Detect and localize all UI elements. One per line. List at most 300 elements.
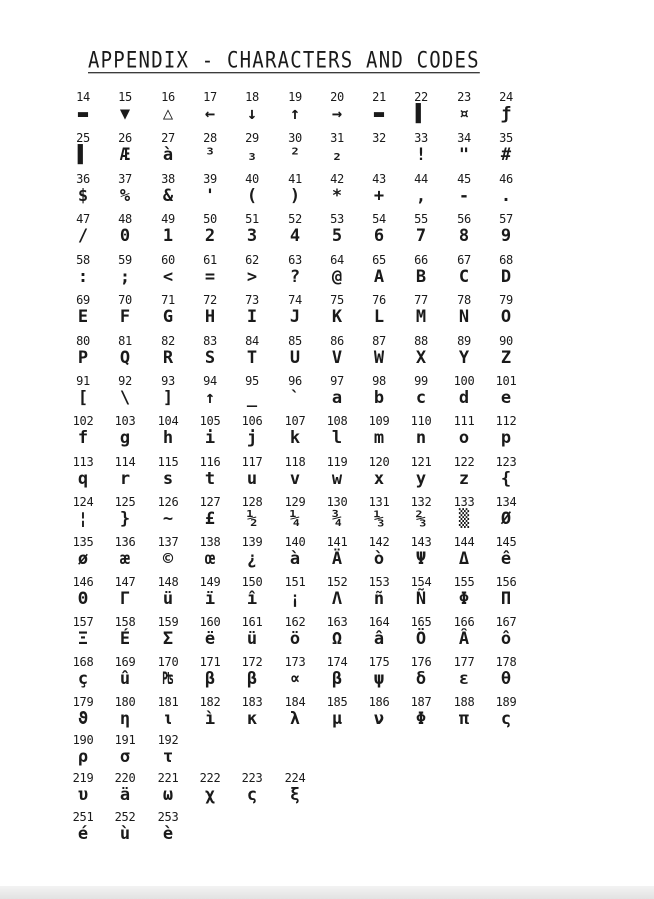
character-glyph: 0 [119, 226, 131, 246]
character-code: 43 [372, 172, 386, 186]
character-glyph: M [415, 307, 427, 327]
character-code: 220 [114, 771, 136, 785]
character-glyph: ⅔ [415, 509, 427, 529]
character-cell [400, 575, 442, 615]
character-cell [358, 655, 400, 695]
character-cell [62, 535, 104, 575]
character-code: 109 [368, 414, 390, 428]
character-code: 83 [203, 334, 217, 348]
character-glyph: 7 [415, 226, 427, 246]
character-cell [358, 212, 400, 252]
character-code: 79 [499, 293, 513, 307]
character-glyph: % [119, 186, 131, 206]
character-glyph: F [119, 307, 131, 327]
character-cell [104, 495, 146, 535]
character-code: 74 [288, 293, 302, 307]
character-glyph: = [204, 267, 216, 287]
character-code: 15 [118, 90, 132, 104]
character-code: 98 [372, 374, 386, 388]
character-glyph: l [331, 428, 343, 448]
character-glyph: υ [77, 785, 89, 805]
character-glyph: æ [119, 549, 131, 569]
character-glyph: ¡ [289, 589, 301, 609]
character-cell [358, 575, 400, 615]
character-cell [316, 655, 358, 695]
character-cell [316, 253, 358, 293]
character-code: 112 [495, 414, 517, 428]
character-glyph: ξ [289, 785, 301, 805]
character-code: 223 [241, 771, 263, 785]
character-code: 113 [72, 455, 94, 469]
character-code: 186 [368, 695, 390, 709]
character-cell [358, 414, 400, 454]
character-cell [62, 90, 104, 130]
character-code: 19 [288, 90, 302, 104]
character-code: 105 [199, 414, 221, 428]
character-code: 155 [453, 575, 475, 589]
character-cell [485, 172, 527, 212]
character-glyph: ε [458, 669, 470, 689]
character-cell [358, 131, 400, 171]
character-code: 66 [414, 253, 428, 267]
character-code: 172 [241, 655, 263, 669]
character-glyph: κ [246, 709, 258, 729]
character-cell [443, 495, 485, 535]
character-glyph: Θ [77, 589, 89, 609]
character-glyph: ¤ [458, 104, 470, 124]
character-glyph: û [119, 669, 131, 689]
character-code: 170 [157, 655, 179, 669]
character-code: 70 [118, 293, 132, 307]
character-code: 253 [157, 810, 179, 824]
character-code: 134 [495, 495, 517, 509]
character-code: 31 [330, 131, 344, 145]
character-cell [485, 293, 527, 333]
character-code: 38 [161, 172, 175, 186]
character-code: 95 [245, 374, 259, 388]
character-cell [485, 212, 527, 252]
character-glyph: ¦ [77, 509, 89, 529]
character-code: 102 [72, 414, 94, 428]
character-code: 126 [157, 495, 179, 509]
character-glyph: Ñ [415, 589, 427, 609]
character-cell [147, 495, 189, 535]
character-cell [316, 575, 358, 615]
character-glyph: β [331, 669, 343, 689]
character-cell [147, 131, 189, 171]
character-code: 54 [372, 212, 386, 226]
character-cell [316, 172, 358, 212]
character-code: 110 [410, 414, 432, 428]
character-cell [316, 212, 358, 252]
character-code: 47 [76, 212, 90, 226]
character-code: 91 [76, 374, 90, 388]
character-cell [400, 695, 442, 735]
character-glyph: Σ [162, 629, 174, 649]
character-cell [189, 131, 231, 171]
character-code: 178 [495, 655, 517, 669]
character-code: 144 [453, 535, 475, 549]
character-code: 88 [414, 334, 428, 348]
character-glyph: ü [162, 589, 174, 609]
character-glyph: H [204, 307, 216, 327]
character-code: 151 [284, 575, 306, 589]
character-cell [104, 695, 146, 735]
character-glyph: ë [204, 629, 216, 649]
character-code: 68 [499, 253, 513, 267]
character-cell [485, 334, 527, 374]
character-cell [189, 90, 231, 130]
character-code: 146 [72, 575, 94, 589]
character-code: 147 [114, 575, 136, 589]
character-glyph: ∝ [289, 669, 301, 689]
character-cell [231, 695, 273, 735]
character-code: 131 [368, 495, 390, 509]
character-cell [485, 131, 527, 171]
character-code: 169 [114, 655, 136, 669]
character-code: 173 [284, 655, 306, 669]
character-code: 106 [241, 414, 263, 428]
character-cell [443, 253, 485, 293]
character-code: 77 [414, 293, 428, 307]
character-cell [147, 90, 189, 130]
character-code: 129 [284, 495, 306, 509]
character-cell [104, 293, 146, 333]
character-glyph: q [77, 469, 89, 489]
character-code: 24 [499, 90, 513, 104]
character-cell [189, 334, 231, 374]
character-cell [147, 695, 189, 735]
character-cell [104, 535, 146, 575]
character-glyph: ø [77, 549, 89, 569]
character-glyph: 6 [373, 226, 385, 246]
character-glyph: c [415, 388, 427, 408]
character-glyph: O [500, 307, 512, 327]
character-glyph: ] [162, 388, 174, 408]
character-code: 45 [457, 172, 471, 186]
character-code: 42 [330, 172, 344, 186]
character-cell [189, 212, 231, 252]
character-glyph: Y [458, 348, 470, 368]
character-glyph: # [500, 145, 512, 165]
character-code: 75 [330, 293, 344, 307]
character-code: 56 [457, 212, 471, 226]
character-code: 251 [72, 810, 94, 824]
character-cell [274, 334, 316, 374]
character-glyph: W [373, 348, 385, 368]
character-glyph: _ [246, 388, 258, 408]
character-cell [274, 575, 316, 615]
character-cell [62, 615, 104, 655]
character-cell [104, 90, 146, 130]
character-glyph: n [415, 428, 427, 448]
character-cell [189, 535, 231, 575]
character-glyph: m [373, 428, 385, 448]
character-cell [231, 771, 273, 811]
character-cell [104, 172, 146, 212]
character-glyph: ~ [162, 509, 174, 529]
character-code: 163 [326, 615, 348, 629]
character-glyph: ' [204, 186, 216, 206]
character-glyph: ³ [204, 145, 216, 165]
character-glyph: , [415, 186, 427, 206]
character-glyph: E [77, 307, 89, 327]
character-code: 140 [284, 535, 306, 549]
character-code: 25 [76, 131, 90, 145]
character-glyph: ⅓ [373, 509, 385, 529]
character-glyph: η [119, 709, 131, 729]
character-glyph: j [246, 428, 258, 448]
character-cell [104, 212, 146, 252]
character-glyph: Z [500, 348, 512, 368]
character-code: 60 [161, 253, 175, 267]
character-glyph: e [500, 388, 512, 408]
character-code: 125 [114, 495, 136, 509]
character-cell [231, 90, 273, 130]
character-code: 78 [457, 293, 471, 307]
character-cell [104, 575, 146, 615]
character-cell [274, 90, 316, 130]
character-cell [358, 695, 400, 735]
character-code: 39 [203, 172, 217, 186]
character-cell [147, 535, 189, 575]
character-glyph: S [204, 348, 216, 368]
character-code: 108 [326, 414, 348, 428]
character-code: 133 [453, 495, 475, 509]
character-glyph: i [204, 428, 216, 448]
character-code: 148 [157, 575, 179, 589]
character-glyph: D [500, 267, 512, 287]
character-cell [443, 374, 485, 414]
character-glyph: Q [119, 348, 131, 368]
character-code: 124 [72, 495, 94, 509]
character-cell [443, 131, 485, 171]
character-code: 190 [72, 733, 94, 747]
character-code: 80 [76, 334, 90, 348]
character-code: 175 [368, 655, 390, 669]
character-glyph: Ö [415, 629, 427, 649]
character-cell [189, 374, 231, 414]
character-glyph: B [415, 267, 427, 287]
character-glyph: ↑ [204, 388, 216, 408]
character-glyph: ü [246, 629, 258, 649]
character-cell [400, 535, 442, 575]
character-cell [274, 615, 316, 655]
character-cell [443, 90, 485, 130]
character-glyph: ò [373, 549, 385, 569]
character-code: 187 [410, 695, 432, 709]
character-code: 159 [157, 615, 179, 629]
character-glyph: Δ [458, 549, 470, 569]
character-code: 123 [495, 455, 517, 469]
character-code: 107 [284, 414, 306, 428]
character-glyph: ê [500, 549, 512, 569]
character-code: 72 [203, 293, 217, 307]
character-cell [400, 615, 442, 655]
character-glyph: K [331, 307, 343, 327]
character-cell [443, 695, 485, 735]
character-code: 149 [199, 575, 221, 589]
character-cell [274, 695, 316, 735]
character-code: 184 [284, 695, 306, 709]
character-glyph: Λ [331, 589, 343, 609]
character-glyph: ← [204, 104, 216, 124]
character-cell [231, 334, 273, 374]
character-cell [62, 334, 104, 374]
character-code: 85 [288, 334, 302, 348]
character-glyph: X [415, 348, 427, 368]
character-glyph: < [162, 267, 174, 287]
character-glyph: P [77, 348, 89, 368]
character-code: 161 [241, 615, 263, 629]
character-cell [274, 414, 316, 454]
character-cell [358, 374, 400, 414]
character-glyph: ς [500, 709, 512, 729]
character-code: 162 [284, 615, 306, 629]
character-code: 191 [114, 733, 136, 747]
character-code: 71 [161, 293, 175, 307]
character-glyph: + [373, 186, 385, 206]
character-cell [485, 615, 527, 655]
character-glyph: β [246, 669, 258, 689]
character-cell [274, 771, 316, 811]
page-title: APPENDIX - CHARACTERS AND CODES [88, 48, 480, 74]
character-cell [147, 212, 189, 252]
character-glyph: o [458, 428, 470, 448]
character-cell [62, 172, 104, 212]
character-code: 23 [457, 90, 471, 104]
character-cell [443, 535, 485, 575]
character-glyph: ! [415, 145, 427, 165]
character-glyph: ì [204, 709, 216, 729]
character-glyph: ( [246, 186, 258, 206]
character-code: 61 [203, 253, 217, 267]
character-code: 86 [330, 334, 344, 348]
character-cell [189, 293, 231, 333]
character-code: 37 [118, 172, 132, 186]
character-glyph: à [289, 549, 301, 569]
character-code: 87 [372, 334, 386, 348]
character-code: 157 [72, 615, 94, 629]
character-code: 120 [368, 455, 390, 469]
character-code: 50 [203, 212, 217, 226]
character-cell [231, 575, 273, 615]
character-cell [400, 655, 442, 695]
character-cell [62, 374, 104, 414]
character-glyph: ▌ [77, 145, 89, 165]
character-glyph: ) [289, 186, 301, 206]
character-cell [274, 172, 316, 212]
character-glyph: ₧ [162, 669, 174, 689]
character-cell [62, 293, 104, 333]
character-code: 103 [114, 414, 136, 428]
character-code: 138 [199, 535, 221, 549]
character-code: 97 [330, 374, 344, 388]
character-cell [316, 90, 358, 130]
character-code: 65 [372, 253, 386, 267]
character-glyph: ▒ [458, 509, 470, 529]
character-glyph: π [458, 709, 470, 729]
character-code: 28 [203, 131, 217, 145]
character-cell [485, 695, 527, 735]
character-code: 115 [157, 455, 179, 469]
character-cell [400, 172, 442, 212]
character-code: 180 [114, 695, 136, 709]
character-cell [147, 172, 189, 212]
character-code: 222 [199, 771, 221, 785]
character-code: 152 [326, 575, 348, 589]
character-glyph: ψ [373, 669, 385, 689]
character-glyph: * [331, 186, 343, 206]
character-cell [400, 212, 442, 252]
character-code: 136 [114, 535, 136, 549]
character-code: 29 [245, 131, 259, 145]
character-code: 69 [76, 293, 90, 307]
character-glyph: É [119, 629, 131, 649]
character-code: 135 [72, 535, 94, 549]
character-glyph: χ [204, 785, 216, 805]
character-cell [443, 575, 485, 615]
character-glyph: & [162, 186, 174, 206]
character-cell [400, 414, 442, 454]
character-cell [189, 253, 231, 293]
character-cell [231, 495, 273, 535]
character-cell [358, 615, 400, 655]
character-code: 90 [499, 334, 513, 348]
character-glyph: v [289, 469, 301, 489]
character-code: 177 [453, 655, 475, 669]
character-cell [104, 374, 146, 414]
character-glyph: £ [204, 509, 216, 529]
character-glyph: d [458, 388, 470, 408]
character-cell [443, 455, 485, 495]
character-glyph: . [500, 186, 512, 206]
character-glyph: Φ [415, 709, 427, 729]
character-glyph: ▼ [119, 104, 131, 124]
character-cell [189, 655, 231, 695]
character-cell [62, 212, 104, 252]
character-cell [62, 455, 104, 495]
character-cell [443, 414, 485, 454]
character-glyph: u [246, 469, 258, 489]
character-cell [189, 495, 231, 535]
character-glyph: T [246, 348, 258, 368]
character-glyph: ↓ [246, 104, 258, 124]
character-code: 34 [457, 131, 471, 145]
character-cell [231, 172, 273, 212]
character-cell [443, 293, 485, 333]
character-code: 160 [199, 615, 221, 629]
character-glyph: J [289, 307, 301, 327]
character-code: 116 [199, 455, 221, 469]
character-cell [189, 414, 231, 454]
character-code: 26 [118, 131, 132, 145]
character-glyph: ñ [373, 589, 385, 609]
character-glyph: p [500, 428, 512, 448]
character-glyph: ù [119, 824, 131, 844]
character-cell [400, 334, 442, 374]
character-code: 81 [118, 334, 132, 348]
character-cell [104, 733, 146, 773]
character-cell [104, 334, 146, 374]
character-code: 188 [453, 695, 475, 709]
character-code: 18 [245, 90, 259, 104]
character-cell [400, 90, 442, 130]
character-glyph: β [204, 669, 216, 689]
character-cell [443, 172, 485, 212]
character-code: 99 [414, 374, 428, 388]
character-code: 30 [288, 131, 302, 145]
